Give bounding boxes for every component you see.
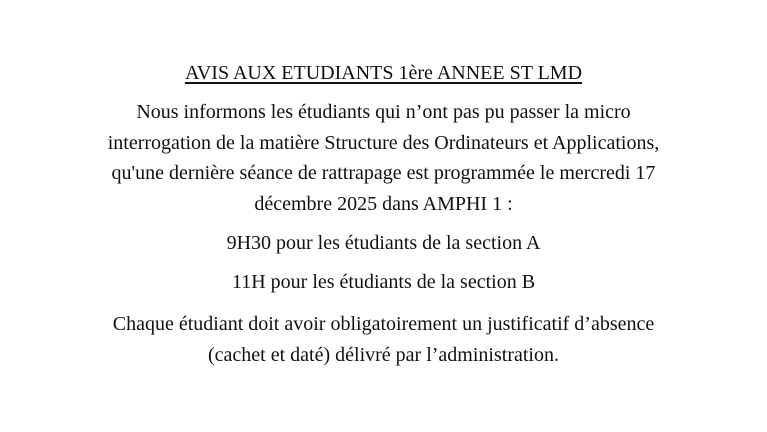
schedule-section-a: 9H30 pour les étudiants de la section A	[226, 232, 541, 254]
intro-line-2: interrogation de la matière Structure des Ordinateurs et Applications,	[107, 131, 660, 154]
intro-paragraph	[0, 97, 767, 219]
closing-paragraph	[0, 309, 767, 370]
notice-title: AVIS AUX ETUDIANTS 1ère ANNEE ST LMD	[184, 62, 583, 84]
intro-line-3: qu'une dernière séance de rattrapage est programmée le mercredi 17	[111, 162, 656, 184]
closing-line-2: (cachet et daté) délivré par l’administration.	[208, 343, 559, 366]
closing-line-1: Chaque étudiant doit avoir obligatoirement un justificatif d’absence	[112, 313, 655, 335]
schedule-section-b: 11H pour les étudiants de la section B	[231, 271, 536, 293]
intro-line-1: Nous informons les étudiants qui n’ont pas pu passer la micro	[136, 101, 631, 123]
intro-line-4: décembre 2025 dans AMPHI 1 :	[254, 192, 513, 215]
